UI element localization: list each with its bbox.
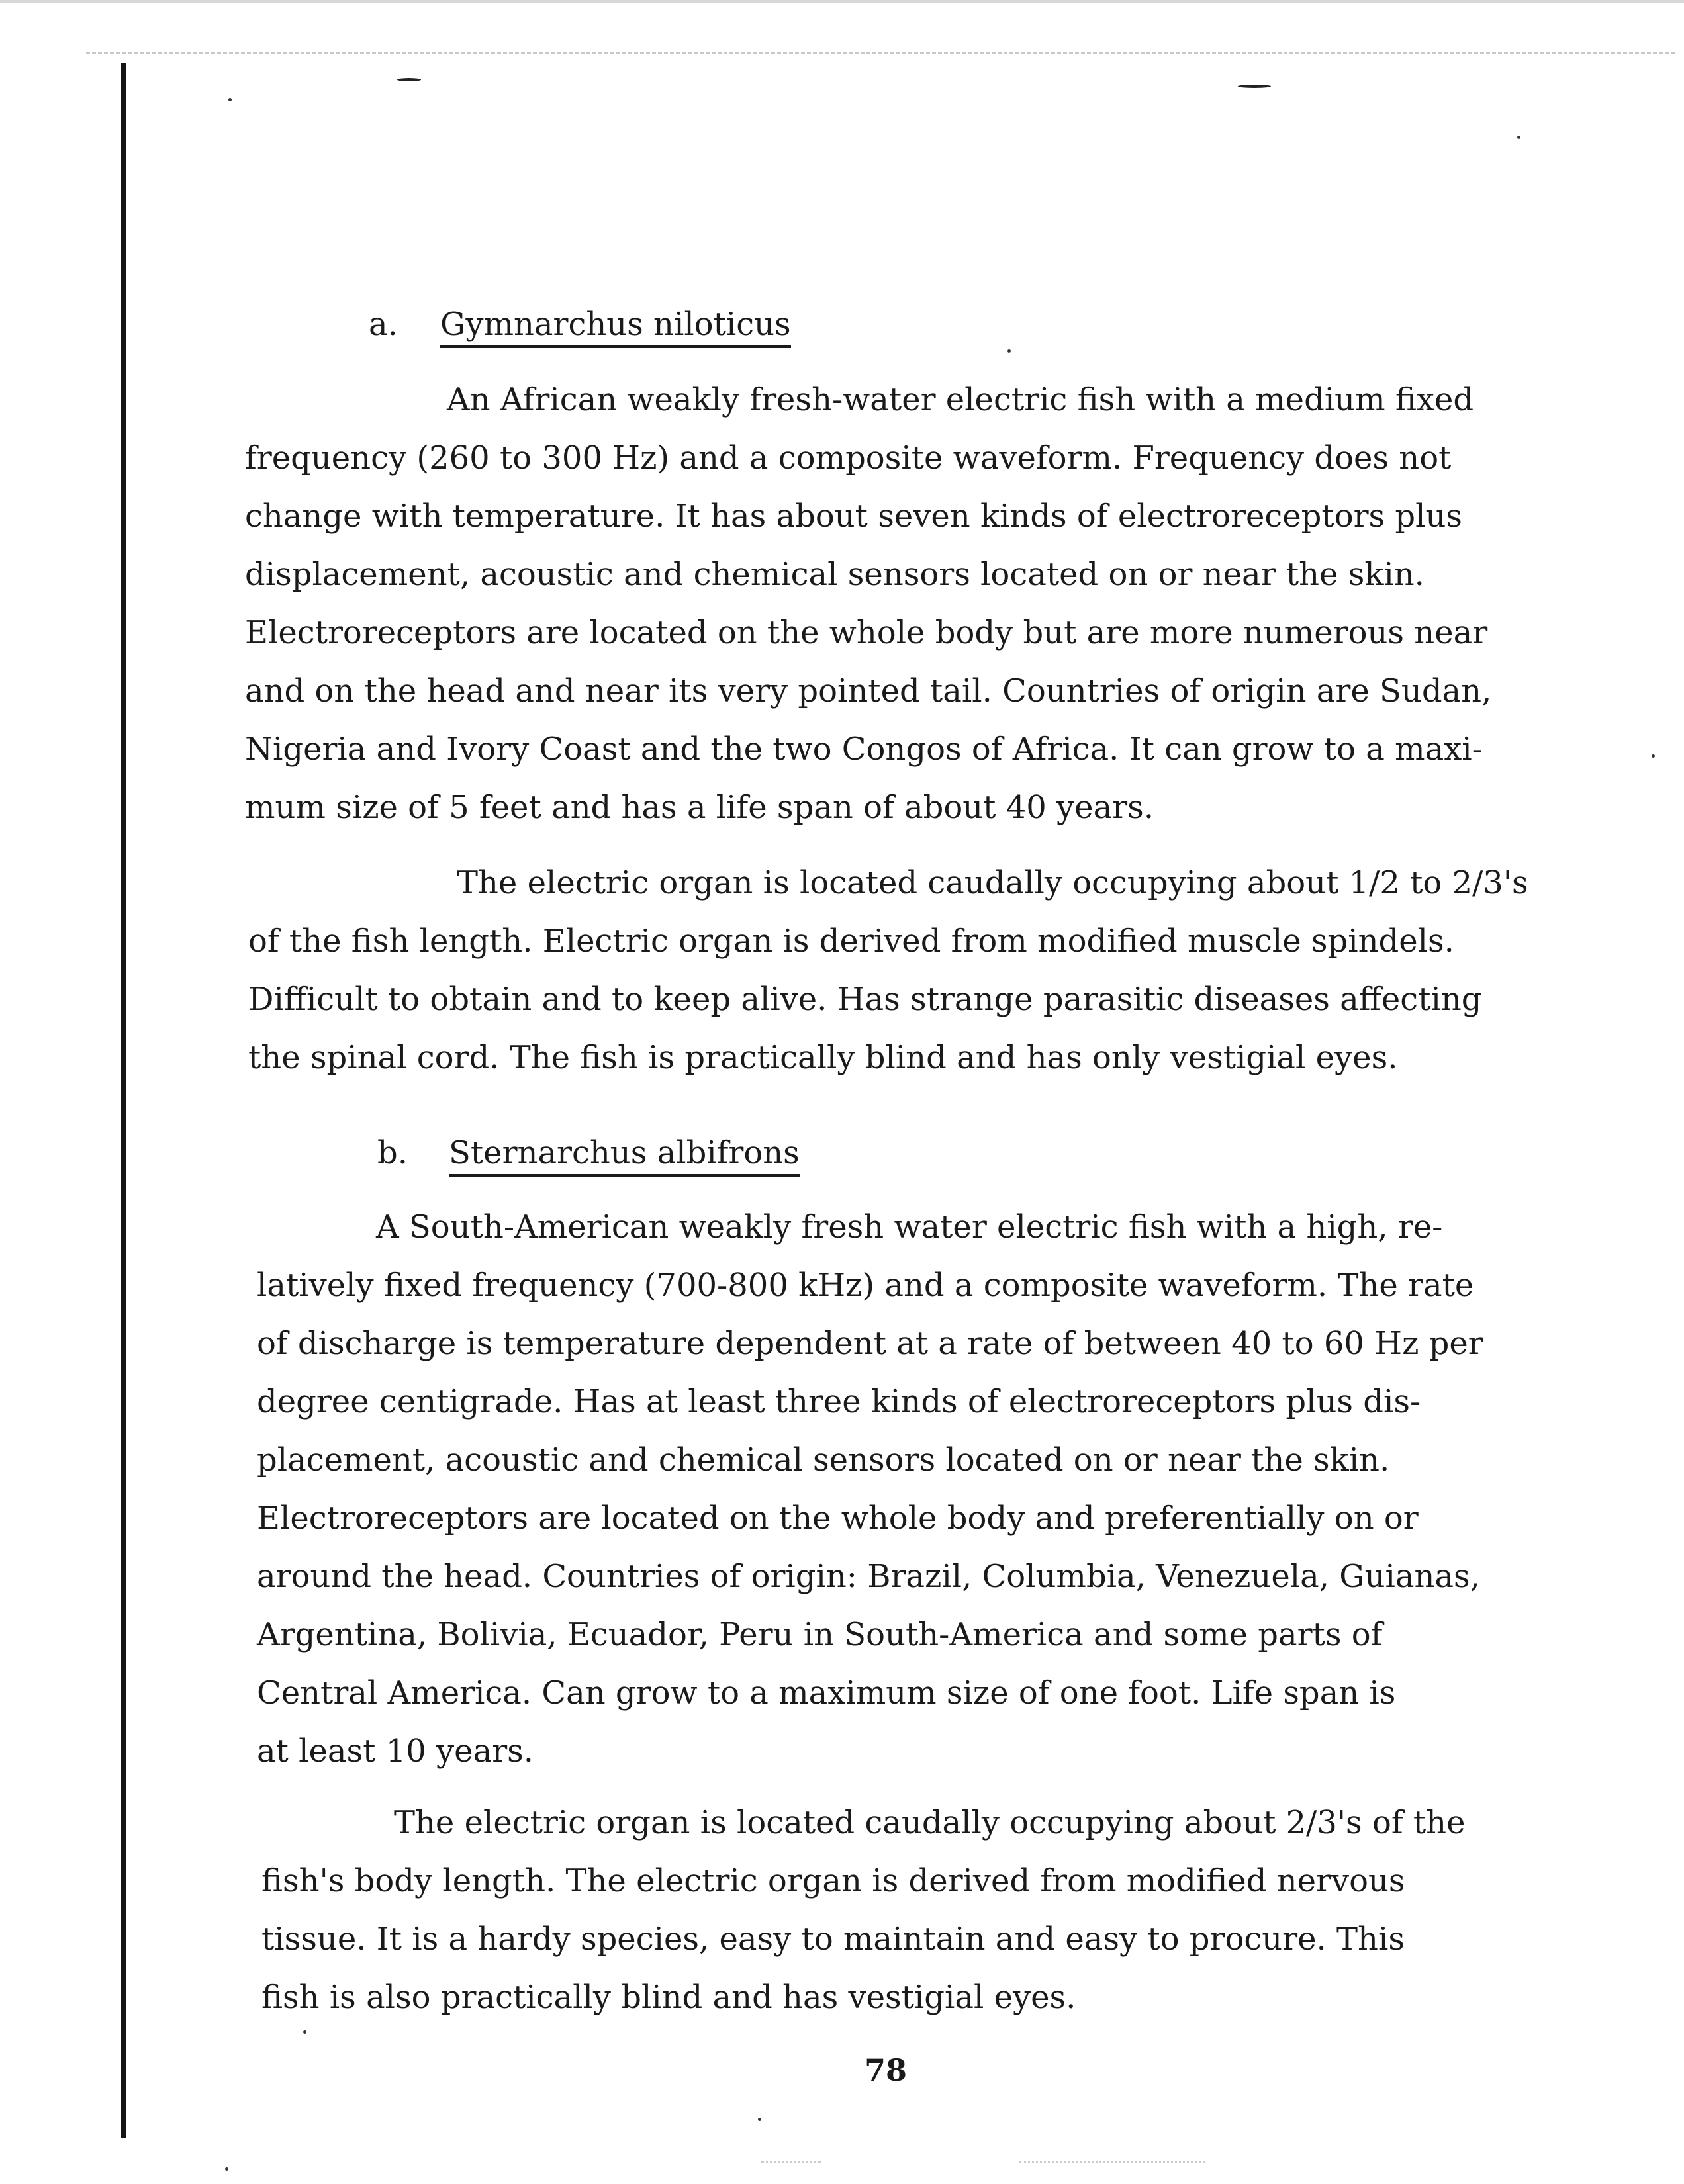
scan-top-edge	[0, 0, 1684, 3]
scan-top-noise	[86, 52, 1675, 59]
scan-bottom-noise	[761, 2161, 821, 2165]
paragraph-line: change with temperature. It has about seven kinds of electroreceptors plus	[245, 498, 1463, 535]
paragraph-line: displacement, acoustic and chemical sensors located on or near the skin.	[245, 556, 1425, 593]
paragraph-line: Nigeria and Ivory Coast and the two Congos of Africa. It can grow to a maxi-	[245, 731, 1483, 768]
section-a-title: Gymnarchus niloticus	[440, 306, 791, 348]
paragraph-line: of discharge is temperature dependent at a rate of between 40 to 60 Hz per	[257, 1325, 1483, 1362]
section-b-title: Sternarchus albifrons	[449, 1134, 800, 1177]
paragraph-line: Central America. Can grow to a maximum size of one foot. Life span is	[257, 1674, 1396, 1711]
section-a-paragraph-1	[245, 371, 1562, 837]
paragraph-line: at least 10 years.	[257, 1733, 534, 1770]
section-b-paragraph-1	[257, 1198, 1627, 1780]
scan-speck	[228, 98, 232, 101]
section-a-paragraph-2	[248, 854, 1572, 1087]
paragraph-line: frequency (260 to 300 Hz) and a composite waveform. Frequency does not	[245, 439, 1452, 477]
section-a-letter: a.	[369, 306, 398, 343]
paragraph-line: Electroreceptors are located on the whole body and preferentially on or	[257, 1500, 1419, 1537]
paragraph-line: placement, acoustic and chemical sensors located on or near the skin.	[257, 1441, 1390, 1479]
paragraph-line: fish is also practically blind and has vestigial eyes.	[261, 1979, 1076, 2016]
scan-speck	[1652, 754, 1655, 758]
scan-smudge-right	[1238, 85, 1271, 88]
scan-speck	[1517, 136, 1520, 139]
paragraph-line: tissue. It is a hardy species, easy to maintain and easy to procure. This	[261, 1921, 1405, 1958]
scan-smudge-left	[397, 78, 421, 81]
scan-speck	[758, 2118, 761, 2121]
paragraph-line: Difficult to obtain and to keep alive. Has strange parasitic diseases affecting	[248, 981, 1482, 1018]
page-number: 78	[865, 2052, 908, 2088]
section-b-paragraph-2	[261, 1794, 1585, 2026]
scan-speck	[303, 2030, 306, 2034]
scan-bottom-noise	[1019, 2161, 1205, 2165]
paragraph-line: the spinal cord. The fish is practically blind and has only vestigial eyes.	[248, 1039, 1398, 1076]
paragraph-line: fish's body length. The electric organ is derived from modified nervous	[261, 1862, 1405, 1899]
section-b-letter: b.	[377, 1134, 408, 1171]
paragraph-line: An African weakly fresh-water electric fish with a medium fixed	[447, 381, 1474, 418]
paragraph-line: The electric organ is located caudally occupying about 1/2 to 2/3's	[457, 864, 1528, 901]
paragraph-line: around the head. Countries of origin: Brazil, Columbia, Venezuela, Guianas,	[257, 1558, 1480, 1595]
paragraph-line: and on the head and near its very pointed tail. Countries of origin are Sudan,	[245, 672, 1492, 709]
paragraph-line: Electroreceptors are located on the whole body but are more numerous near	[245, 614, 1488, 651]
paragraph-line: A South-American weakly fresh water electric fish with a high, re-	[376, 1208, 1443, 1246]
paragraph-line: The electric organ is located caudally occupying about 2/3's of the	[394, 1804, 1466, 1841]
scan-speck	[1007, 349, 1011, 353]
paragraph-line: Argentina, Bolivia, Ecuador, Peru in South-America and some parts of	[257, 1616, 1383, 1653]
scan-speck	[225, 2167, 228, 2171]
binding-margin-line	[121, 63, 126, 2138]
paragraph-line: of the fish length. Electric organ is derived from modified muscle spindels.	[248, 923, 1454, 960]
paragraph-line: latively fixed frequency (700-800 kHz) and a composite waveform. The rate	[257, 1267, 1474, 1304]
section-b-heading	[377, 1133, 800, 1173]
paragraph-line: mum size of 5 feet and has a life span of about 40 years.	[245, 789, 1154, 826]
section-a-heading	[369, 304, 791, 344]
paragraph-line: degree centigrade. Has at least three kinds of electroreceptors plus dis-	[257, 1383, 1421, 1420]
